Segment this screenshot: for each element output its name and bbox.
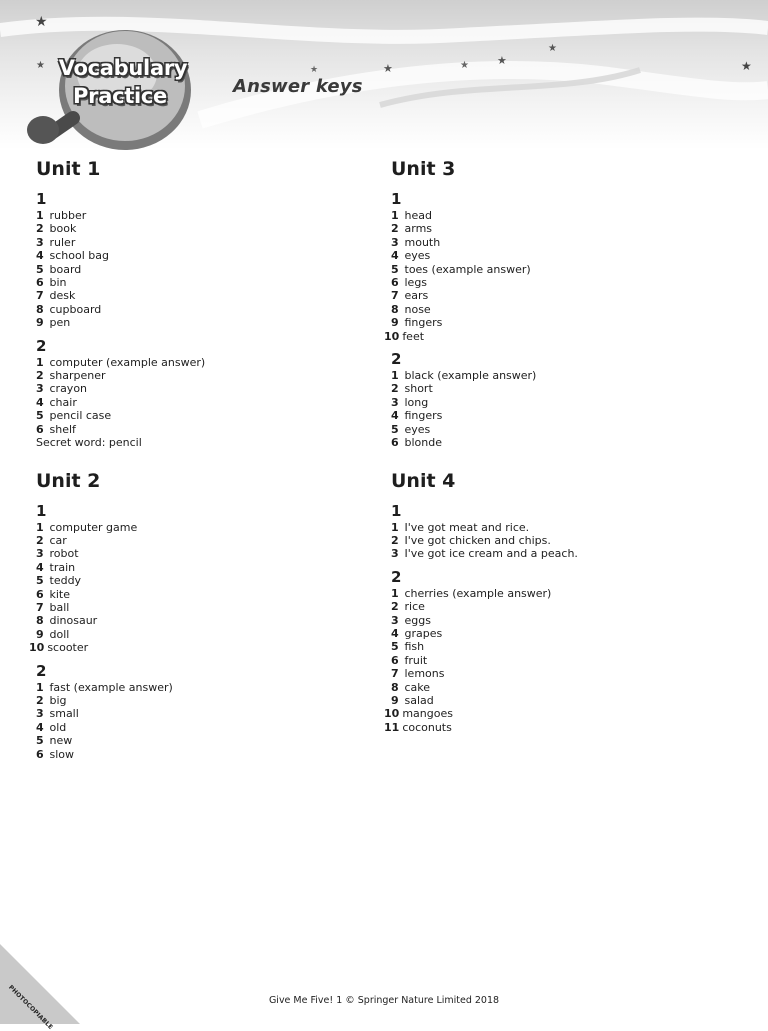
unit-section [36, 156, 366, 450]
exercise [36, 189, 366, 330]
answer-text: cherries (example answer) [404, 586, 552, 600]
answer-number: 4 [391, 626, 399, 640]
answer-item [391, 667, 721, 680]
answer-text: desk [49, 289, 76, 303]
copyright-footer: Give Me Five! 1 © Springer Nature Limited 2018 [268, 995, 500, 1006]
answer-item [36, 628, 366, 641]
answer-item [391, 547, 721, 560]
answer-text: ball [49, 600, 70, 614]
answer-item [36, 276, 366, 289]
answer-text: mouth [404, 235, 441, 249]
answer-number: 2 [36, 533, 44, 547]
answer-list [29, 520, 366, 655]
answer-text: fingers [404, 409, 443, 423]
answer-number: 5 [391, 422, 399, 436]
answer-item [36, 694, 366, 707]
answer-item [391, 627, 721, 640]
answer-text: cake [404, 680, 431, 694]
answer-number: 10 [384, 707, 400, 721]
star-icon: ★ [310, 65, 319, 75]
answer-number: 8 [36, 614, 44, 628]
answer-item [391, 369, 721, 382]
answer-number: 1 [391, 520, 399, 534]
answer-number: 3 [36, 382, 44, 396]
unit-title: Unit 2 [36, 469, 101, 492]
answer-number: 3 [36, 235, 44, 249]
answer-text: fish [404, 640, 425, 654]
answer-number: 2 [391, 600, 399, 614]
answer-item [36, 409, 366, 422]
answer-list [384, 209, 721, 343]
answer-text: head [404, 209, 432, 222]
answer-item [391, 382, 721, 395]
answer-number: 7 [36, 289, 44, 303]
answer-number: 3 [391, 235, 399, 249]
answer-item [391, 694, 721, 707]
answer-text: fast (example answer) [49, 680, 173, 694]
answer-item [29, 641, 366, 655]
answer-text: pen [49, 316, 71, 330]
answer-number: 5 [36, 574, 44, 588]
star-icon: ★ [497, 54, 507, 67]
answer-number: 5 [391, 262, 399, 276]
answer-number: 8 [391, 302, 399, 316]
answer-item [36, 236, 366, 249]
answer-text: blonde [404, 436, 442, 450]
answer-text: fingers [404, 316, 443, 330]
answer-number: 6 [36, 747, 44, 761]
answer-item [36, 547, 366, 560]
answer-item [36, 396, 366, 409]
exercise [36, 661, 366, 761]
star-icon: ★ [460, 60, 469, 71]
answer-text: eyes [404, 249, 431, 263]
answer-text: lemons [404, 667, 445, 681]
answer-item [391, 209, 721, 222]
answer-item [391, 303, 721, 316]
answer-number: 1 [36, 209, 44, 222]
answer-item [391, 614, 721, 627]
answer-number: 10 [29, 641, 45, 655]
answer-number: 8 [391, 680, 399, 694]
answer-item [36, 574, 366, 587]
answer-number: 5 [36, 409, 44, 423]
answer-text: book [49, 222, 77, 236]
answer-item [391, 521, 721, 534]
answer-number: 3 [391, 395, 399, 409]
answer-text: sharpener [49, 369, 106, 383]
answer-number: 1 [391, 369, 399, 383]
answer-text: dinosaur [49, 614, 98, 628]
answer-number: 5 [36, 734, 44, 748]
answer-item [391, 396, 721, 409]
answer-number: 2 [391, 533, 399, 547]
answer-item [36, 748, 366, 761]
answer-item [36, 534, 366, 547]
answer-text: scooter [47, 641, 89, 655]
answer-number: 6 [391, 653, 399, 667]
answer-text: I've got meat and rice. [404, 520, 530, 534]
answer-number: 2 [36, 369, 44, 383]
answer-text: slow [49, 747, 75, 761]
answer-number: 6 [36, 276, 44, 290]
answer-text: toes (example answer) [404, 262, 531, 276]
answer-number: 9 [36, 627, 44, 641]
answer-text: I've got ice cream and a peach. [404, 547, 578, 561]
answer-text: short [404, 382, 433, 396]
exercise [29, 501, 366, 655]
answer-item [391, 534, 721, 547]
answer-item [391, 587, 721, 600]
answer-number: 8 [36, 302, 44, 316]
answer-item [36, 614, 366, 627]
unit-section [29, 468, 366, 762]
answer-number: 6 [36, 587, 44, 601]
answer-item [384, 707, 721, 721]
page-header [0, 0, 768, 150]
answer-number: 2 [36, 693, 44, 707]
answer-text: old [49, 720, 67, 734]
exercise-number: 2 [391, 567, 402, 586]
exercise [391, 349, 721, 449]
answer-item [36, 721, 366, 734]
answer-item [391, 222, 721, 235]
answer-item [36, 521, 366, 534]
answer-number: 3 [36, 547, 44, 561]
unit-title: Unit 1 [36, 158, 101, 180]
answer-text: board [49, 262, 82, 276]
answer-text: rice [404, 600, 425, 614]
answer-number: 1 [36, 680, 44, 694]
exercise-number: 1 [391, 501, 402, 520]
unit-section [384, 468, 721, 735]
answer-item [36, 601, 366, 614]
answer-number: 1 [391, 586, 399, 600]
exercise [384, 189, 721, 343]
answer-number: 4 [36, 395, 44, 409]
exercise-number: 1 [391, 190, 402, 208]
answer-item [36, 289, 366, 302]
answer-number: 4 [391, 249, 399, 263]
exercise-number: 2 [36, 661, 47, 680]
answer-text: coconuts [402, 720, 452, 734]
answer-text: feet [402, 329, 425, 343]
answer-number: 4 [36, 720, 44, 734]
answer-text: crayon [49, 382, 88, 396]
answer-text: robot [49, 547, 79, 561]
answer-number: 1 [36, 520, 44, 534]
answer-item [36, 707, 366, 720]
answer-item [391, 600, 721, 613]
answer-item [391, 436, 721, 449]
answer-text: cupboard [49, 302, 102, 316]
unit-title: Unit 4 [391, 469, 456, 492]
answer-text: black (example answer) [404, 369, 537, 383]
answer-number: 4 [391, 409, 399, 423]
answer-number: 2 [36, 222, 44, 236]
answer-text: rubber [49, 209, 87, 222]
answer-text: mangoes [402, 707, 453, 721]
answer-list [36, 681, 366, 761]
answer-text: doll [49, 627, 70, 641]
unit-title: Unit 3 [391, 158, 456, 180]
answer-item [36, 249, 366, 262]
page-title: Answer keys [233, 76, 363, 97]
exercise-number: 1 [36, 190, 47, 208]
answer-item [36, 209, 366, 222]
answer-item [36, 681, 366, 694]
photocopiable-label: PHOTOCOPIABLE [7, 984, 55, 1031]
exercise [36, 336, 366, 450]
answer-item [36, 734, 366, 747]
answer-text: teddy [49, 574, 82, 588]
answer-text: small [49, 707, 79, 721]
answer-number: 2 [391, 382, 399, 396]
answer-text: pencil case [49, 409, 112, 423]
answer-text: bin [49, 276, 67, 290]
answer-item [36, 382, 366, 395]
answer-text: salad [404, 693, 434, 707]
exercise-number: 1 [36, 501, 47, 520]
answer-number: 7 [391, 289, 399, 303]
answer-number: 5 [391, 640, 399, 654]
answer-text: eyes [404, 422, 431, 436]
star-icon: ★ [548, 43, 557, 54]
answer-number: 2 [391, 222, 399, 236]
answer-text: school bag [49, 249, 109, 263]
answer-number: 11 [384, 720, 400, 734]
answer-number: 1 [36, 355, 44, 369]
answer-number: 9 [391, 316, 399, 330]
answer-number: 4 [36, 560, 44, 574]
answer-item [384, 329, 721, 343]
logo-title-line2: Practice [73, 84, 167, 108]
answer-number: 6 [36, 422, 44, 436]
answer-text: arms [404, 222, 433, 236]
secret-word-note: Secret word: pencil [36, 436, 142, 450]
answer-text: computer game [49, 520, 138, 534]
answer-item [36, 369, 366, 382]
answer-list [384, 586, 721, 734]
answer-list [391, 369, 721, 449]
answer-text: train [49, 560, 76, 574]
answer-number: 4 [36, 249, 44, 263]
answer-item [36, 263, 366, 276]
answer-item [391, 654, 721, 667]
right-column [384, 156, 721, 752]
answer-text: chair [49, 395, 77, 409]
answer-number: 3 [391, 547, 399, 561]
answer-item [391, 249, 721, 262]
star-icon: ★ [36, 60, 45, 71]
answer-item [36, 423, 366, 436]
star-icon: ★ [35, 14, 48, 30]
answer-item [36, 356, 366, 369]
answer-text: nose [404, 302, 431, 316]
answer-list [391, 521, 721, 561]
answer-text: new [49, 734, 73, 748]
answer-item [391, 681, 721, 694]
answer-number: 3 [36, 707, 44, 721]
answer-item [384, 720, 721, 734]
star-icon: ★ [383, 62, 393, 75]
answer-item [36, 222, 366, 235]
answer-item [391, 236, 721, 249]
answer-text: long [404, 395, 429, 409]
star-icon: ★ [741, 59, 752, 73]
answer-text: kite [49, 587, 71, 601]
answer-number: 5 [36, 262, 44, 276]
exercise [384, 567, 721, 734]
answer-text: shelf [49, 422, 76, 436]
answer-text: computer (example answer) [49, 355, 206, 369]
answer-item [391, 263, 721, 276]
answer-number: 10 [384, 329, 400, 343]
answer-item [36, 303, 366, 316]
answer-text: ruler [49, 235, 76, 249]
answer-text: car [49, 533, 67, 547]
exercise [391, 501, 721, 561]
exercise-number: 2 [391, 350, 402, 369]
answer-item [391, 640, 721, 653]
answer-number: 9 [36, 316, 44, 330]
answer-item [391, 409, 721, 422]
answer-number: 9 [391, 693, 399, 707]
answer-text: fruit [404, 653, 428, 667]
answer-item [391, 423, 721, 436]
exercise-number: 2 [36, 336, 47, 355]
answer-text: eggs [404, 613, 431, 627]
answer-number: 3 [391, 613, 399, 627]
answer-text: legs [404, 276, 428, 290]
answer-number: 6 [391, 436, 399, 450]
answer-number: 7 [36, 600, 44, 614]
answer-item [36, 561, 366, 574]
unit-section [384, 156, 721, 450]
answer-text: ears [404, 289, 429, 303]
answer-list [36, 209, 366, 330]
answer-list [36, 356, 366, 436]
answer-item [391, 289, 721, 302]
answer-item [391, 316, 721, 329]
answer-number: 7 [391, 667, 399, 681]
answer-item [391, 276, 721, 289]
logo-title-line1: Vocabulary [58, 56, 188, 80]
left-column [29, 156, 366, 779]
answer-text: grapes [404, 626, 443, 640]
answer-item [36, 588, 366, 601]
answer-text: big [49, 693, 67, 707]
answer-number: 1 [391, 209, 399, 222]
answer-number: 6 [391, 276, 399, 290]
answer-item [36, 316, 366, 329]
answer-text: I've got chicken and chips. [404, 533, 551, 547]
